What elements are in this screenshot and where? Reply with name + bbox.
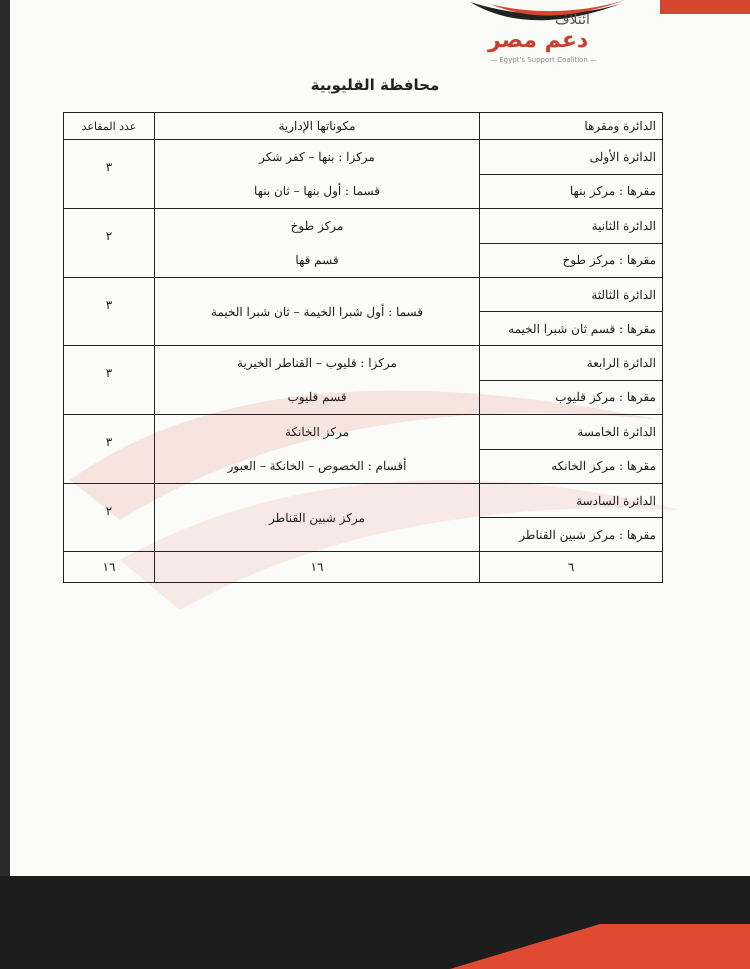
table-header-row: [64, 113, 663, 140]
logo-subtitle: — Egypt's Support Coalition —: [490, 56, 598, 64]
district-seats: ٢: [64, 484, 155, 552]
table-row: [64, 415, 663, 450]
district-name: الدائرة الثالثة: [480, 278, 663, 312]
scan-edge: [0, 0, 10, 969]
header-district: الدائرة ومقرها: [480, 113, 663, 140]
district-name: الدائرة السادسة: [480, 484, 663, 518]
component-line: قسم قها: [295, 253, 339, 267]
component-line: قسما : أول شبرا الخيمة – ثان شبرا الخيمة: [211, 304, 423, 319]
logo-title: ائتلاف: [555, 12, 590, 28]
header-stripe: [660, 0, 750, 14]
component-line: قسما : أول بنها – ثان بنها: [254, 184, 380, 198]
district-seats: ٣: [64, 415, 155, 484]
total-districts: ٦: [480, 552, 663, 583]
table-row: [64, 346, 663, 381]
district-components: [155, 209, 480, 278]
districts-table: [63, 112, 663, 583]
component-line: مركزا : بنها – كفر شكر: [259, 150, 375, 164]
district-seat: مقرها : مركز الخانكه: [480, 449, 663, 484]
district-components: [155, 278, 480, 346]
district-components: [155, 346, 480, 415]
component-line: مركز شبين القناطر: [269, 510, 365, 525]
table-row: [64, 484, 663, 518]
total-components: ١٦: [155, 552, 480, 583]
page-title: محافظة القليوبية: [310, 76, 440, 94]
table-row: [64, 278, 663, 312]
district-seat: مقرها : مركز قليوب: [480, 380, 663, 415]
district-components: [155, 484, 480, 552]
district-seat: مقرها : مركز شبين القناطر: [480, 518, 663, 552]
totals-row: [64, 552, 663, 583]
district-name: الدائرة الأولى: [480, 140, 663, 175]
district-seat: مقرها : قسم ثان شبرا الخيمه: [480, 312, 663, 346]
district-seat: مقرها : مركز بنها: [480, 174, 663, 209]
district-seats: ٣: [64, 140, 155, 209]
header-components: مكوناتها الإدارية: [155, 113, 480, 140]
component-line: مركز الخانكة: [285, 425, 349, 439]
district-seats: ٣: [64, 346, 155, 415]
total-seats: ١٦: [64, 552, 155, 583]
district-name: الدائرة الخامسة: [480, 415, 663, 450]
district-seats: ٣: [64, 278, 155, 346]
header-seats: عدد المقاعد: [64, 113, 155, 140]
district-name: الدائرة الرابعة: [480, 346, 663, 381]
district-seat: مقرها : مركز طوخ: [480, 243, 663, 278]
component-line: أقسام : الخصوص – الخانكة – العبور: [227, 459, 407, 473]
logo-swoosh-icon: [470, 0, 630, 30]
component-line: مركز طوخ: [290, 219, 344, 233]
table-row: [64, 209, 663, 244]
component-line: مركزا : قليوب – القناطر الخيرية: [237, 356, 397, 370]
district-components: [155, 415, 480, 484]
district-components: [155, 140, 480, 209]
district-name: الدائرة الثانية: [480, 209, 663, 244]
component-line: قسم قليوب: [287, 390, 347, 404]
logo-main-text: دعم مصر: [488, 28, 589, 53]
table-row: [64, 140, 663, 175]
district-seats: ٢: [64, 209, 155, 278]
